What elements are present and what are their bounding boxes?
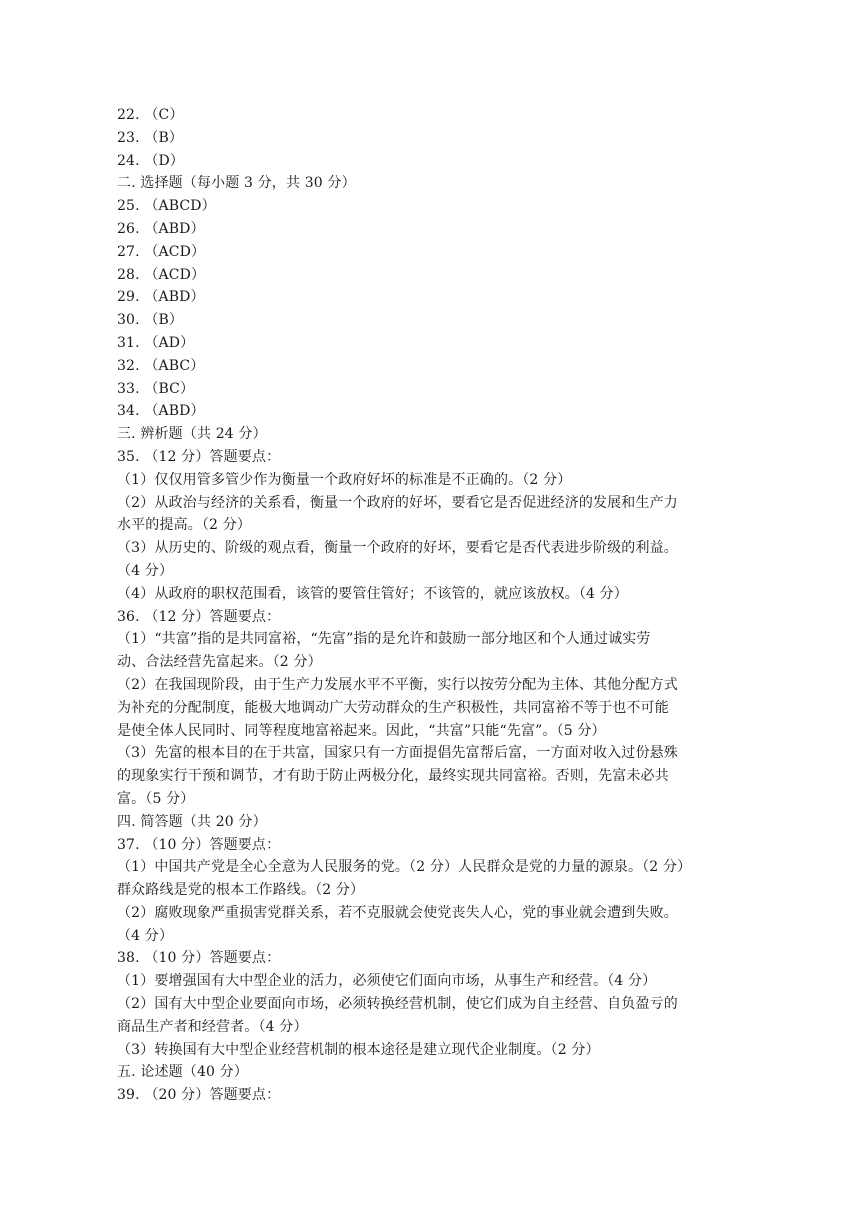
text-line: （3）先富的根本目的在于共富，国家只有一方面提倡先富帮后富，一方面对收入过份悬殊 — [117, 745, 678, 762]
text-line: （4 分） — [117, 927, 174, 944]
answer-key-document — [117, 104, 723, 1107]
text-line: 水平的提高。（2 分） — [117, 517, 252, 534]
text-line: 38. （10 分）答题要点： — [117, 950, 281, 967]
text-line: 34. （ABD） — [117, 403, 205, 420]
text-line: 23. （B） — [117, 129, 184, 146]
text-line: 是使全体人民同时、同等程度地富裕起来。因此，“共富”只能“先富”。（5 分） — [117, 722, 606, 739]
text-line: 22. （C） — [117, 107, 184, 123]
text-line: 二. 选择题（每小题 3 分，共 30 分） — [117, 175, 356, 192]
text-line: （1）中国共产党是全心全意为人民服务的党。（2 分）人民群众是党的力量的源泉。（2 分） — [117, 859, 692, 876]
text-line: （2）从政治与经济的关系看，衡量一个政府的好坏，要看它是否促进经济的发展和生产力 — [117, 494, 678, 511]
text-line: （1）要增强国有大中型企业的活力，必须使它们面向市场，从事生产和经营。（4 分） — [117, 973, 657, 990]
text-line: （4）从政府的职权范围看，该管的要管住管好；不该管的，就应该放权。（4 分） — [117, 585, 628, 602]
text-line: 的现象实行干预和调节，才有助于防止两极分化，最终实现共同富裕。否则，先富未必共 — [117, 768, 669, 785]
text-line: 28. （ACD） — [117, 266, 206, 283]
text-line: 三. 辨析题（共 24 分） — [117, 426, 267, 443]
text-line: 33. （BC） — [117, 380, 195, 397]
text-line: 30. （B） — [117, 312, 184, 329]
text-line: 35. （12 分）答题要点： — [117, 448, 281, 465]
text-line: 富。（5 分） — [117, 790, 195, 807]
text-line: 27. （ACD） — [117, 243, 206, 260]
text-line: 39. （20 分）答题要点： — [117, 1087, 281, 1104]
text-line: 37. （10 分）答题要点： — [117, 836, 281, 853]
text-line: （2）腐败现象严重损害党群关系，若不克服就会使党丧失人心，党的事业就会遭到失败。 — [117, 904, 678, 921]
text-line: 商品生产者和经营者。（4 分） — [117, 1018, 308, 1035]
text-line: （1）仅仅用管多管少作为衡量一个政府好坏的标准是不正确的。（2 分） — [117, 471, 572, 488]
text-line: 五. 论述题（40 分） — [117, 1064, 248, 1081]
text-line: 群众路线是党的根本工作路线。（2 分） — [117, 882, 365, 899]
text-line: 26. （ABD） — [117, 220, 205, 237]
text-line: 动、合法经营先富起来。（2 分） — [117, 654, 322, 671]
text-line: （3）转换国有大中型企业经营机制的根本途径是建立现代企业制度。（2 分） — [117, 1041, 600, 1058]
text-line: 为补充的分配制度，能极大地调动广大劳动群众的生产积极性，共同富裕不等于也不可能 — [117, 699, 669, 716]
text-line: 25. （ABCD） — [117, 198, 216, 215]
text-line: 24. （D） — [117, 152, 184, 169]
text-line: （2）国有大中型企业要面向市场，必须转换经营机制，使它们成为自主经营、自负盈亏的 — [117, 996, 678, 1013]
text-line: 32. （ABC） — [117, 357, 205, 374]
text-line: 四. 简答题（共 20 分） — [117, 813, 267, 830]
text-line: （4 分） — [117, 562, 174, 579]
text-line: 36. （12 分）答题要点： — [117, 608, 281, 625]
text-line: 29. （ABD） — [117, 289, 205, 306]
text-line: （3）从历史的、阶级的观点看，衡量一个政府的好坏，要看它是否代表进步阶级的利益。 — [117, 540, 678, 557]
text-line: 31. （AD） — [117, 334, 195, 351]
text-line: （2）在我国现阶段，由于生产力发展水平不平衡，实行以按劳分配为主体、其他分配方式 — [117, 676, 678, 693]
text-line: （1）“共富”指的是共同富裕，“先富”指的是允许和鼓励一部分地区和个人通过诚实劳 — [117, 631, 651, 648]
